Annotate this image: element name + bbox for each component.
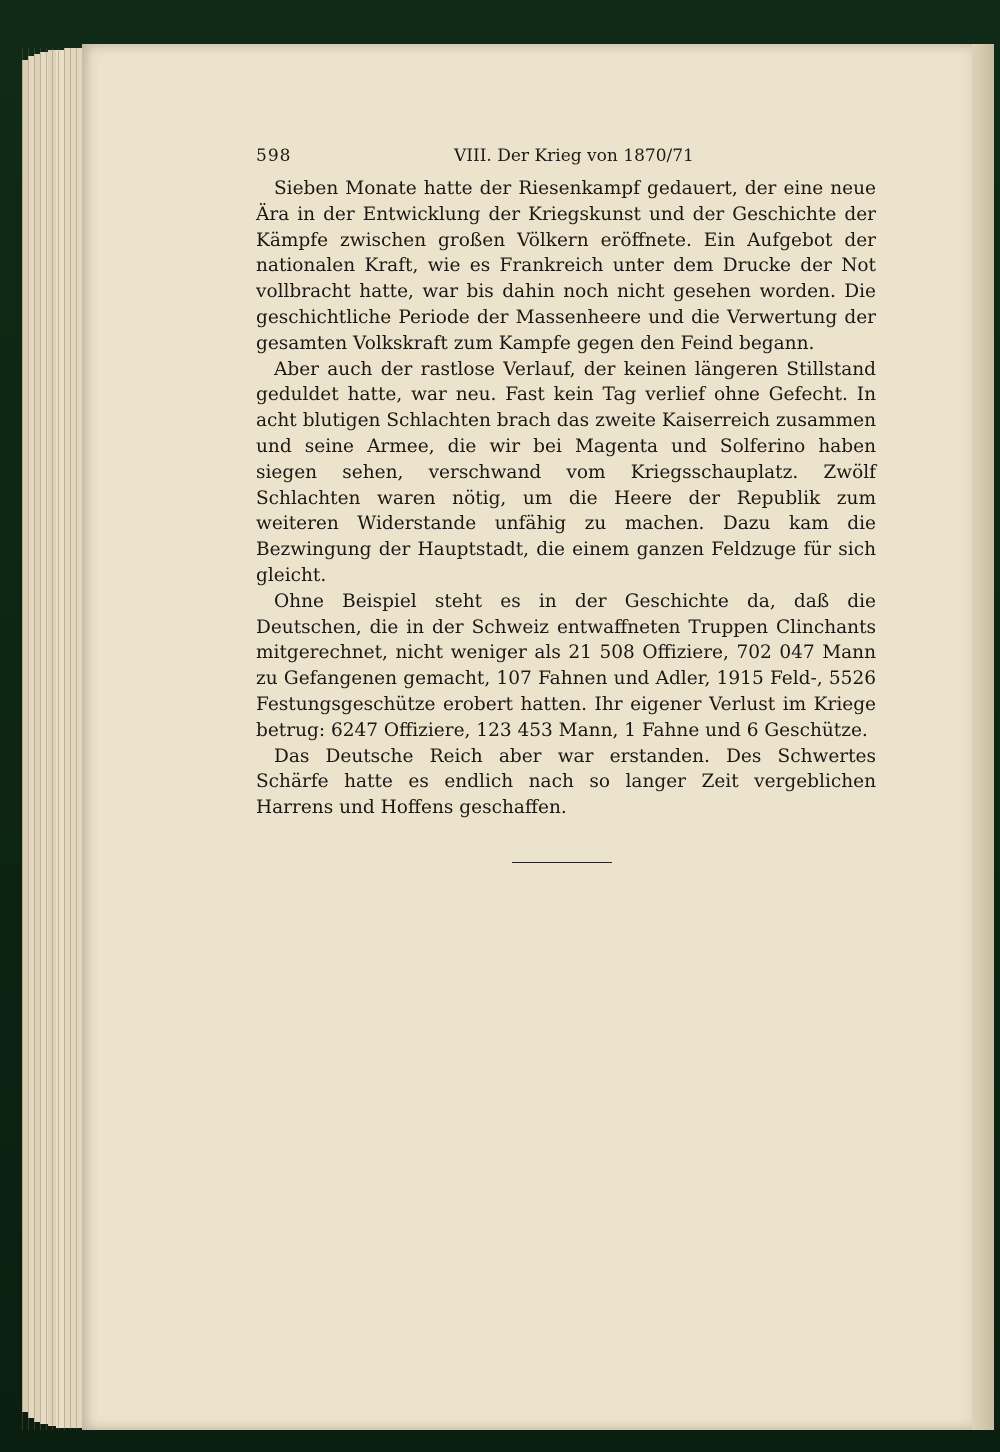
- running-title: VIII. Der Krieg von 1870/71: [454, 146, 694, 166]
- section-end-rule: [512, 862, 612, 863]
- page-gutter: [972, 44, 994, 1430]
- paragraph: Sieben Monate hatte der Riesenkampf gedauert, der eine neue Ära in der Entwicklung der Kriegskunst und der Geschichte der Kämpfe zwischen großen Völkern eröffnete. Ein Aufgebot der nationalen Kraft, wie es Frankreich unter dem Drucke der Not vollbracht hatte, war bis dahin noch nicht gesehen worden. Die geschichtliche Periode der Massenheere und die Verwertung der gesamten Volkskraft zum Kampfe gegen den Feind begann.: [256, 178, 876, 354]
- paragraph: Ohne Beispiel steht es in der Geschichte da, daß die Deutschen, die in der Schweiz entwaffneten Truppen Clinchants mitgerechnet, nicht weniger als 21 508 Offiziere, 702 047 Mann zu Gefangenen gemacht, 107 Fahnen und Adler, 1915 Feld-, 5526 Festungsgeschütze erobert hatten. Ihr eigener Verlust im Kriege betrug: 6247 Offiziere, 123 453 Mann, 1 Fahne und 6 Geschütze.: [256, 590, 876, 741]
- paragraph: Das Deutsche Reich aber war erstanden. Des Schwertes Schärfe hatte es endlich nach so langer Zeit vergeblichen Harrens und Hoffens geschaffen.: [256, 745, 876, 819]
- page-header: [256, 146, 876, 170]
- paragraph: Aber auch der rastlose Verlauf, der keinen längeren Stillstand geduldet hatte, war neu. Fast kein Tag verlief ohne Gefecht. In acht blutigen Schlachten brach das zweite Kaiserreich zusammen und seine Armee, die wir bei Magenta und Solferino haben siegen sehen, verschwand vom Kriegsschauplatz. Zwölf Schlachten waren nötig, um die Heere der Republik zum weiteren Widerstande unfähig zu machen. Dazu kam die Bezwingung der Hauptstadt, die einem ganzen Feldzuge für sich gleicht.: [256, 358, 876, 586]
- page-number: 598: [256, 146, 292, 166]
- body-text: [256, 176, 876, 821]
